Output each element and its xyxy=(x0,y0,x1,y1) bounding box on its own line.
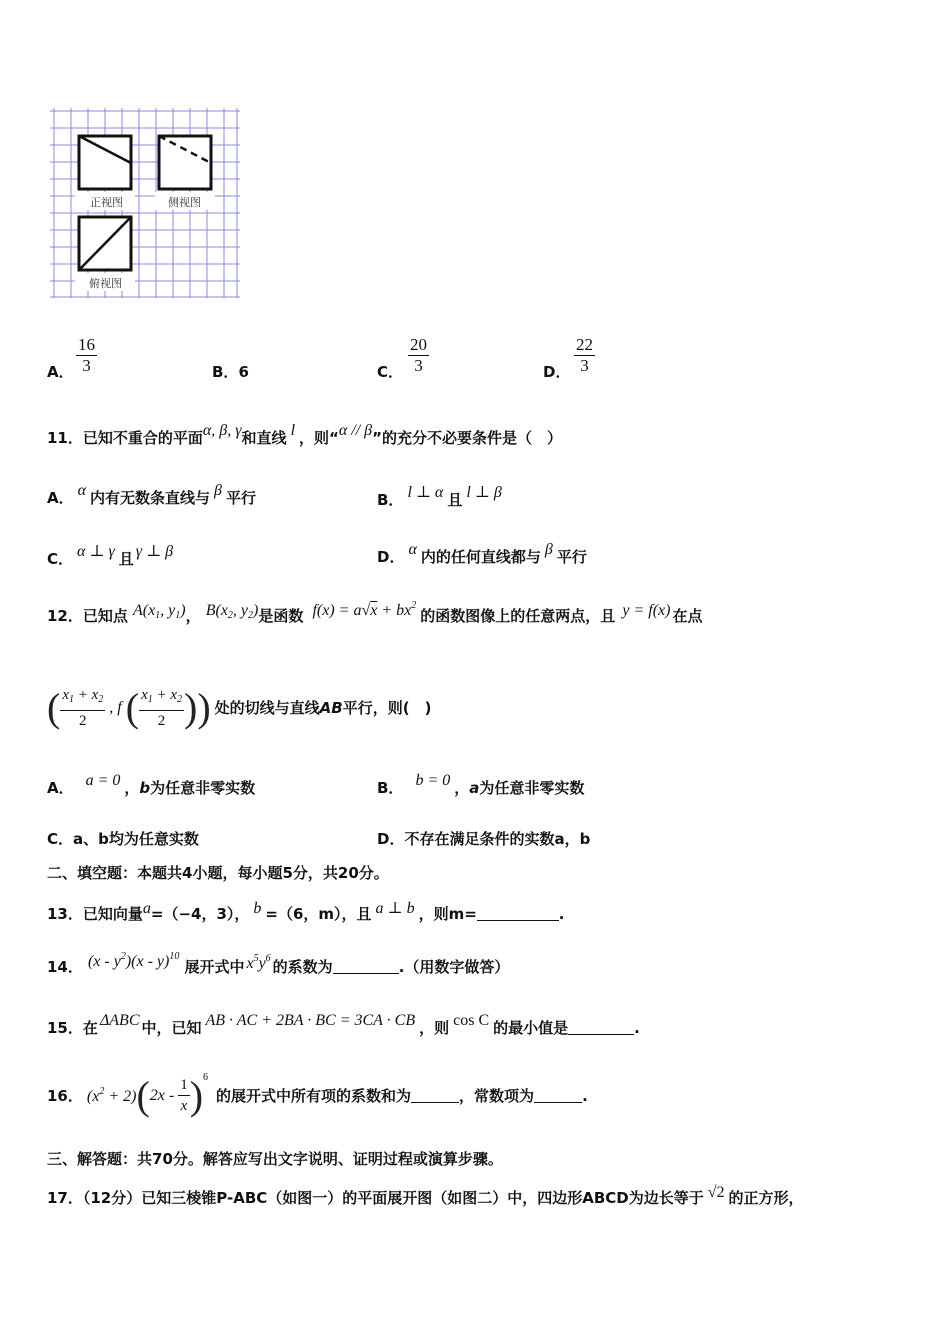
q10-option-b: B．6 xyxy=(212,363,249,381)
point-b: $B(x_2$, $y_2$) xyxy=(205,602,259,621)
q16-answer-blank-1[interactable] xyxy=(411,1088,459,1103)
q12-stem: 12．已知点 $A(x_1$, $y_1$)， $B(x_2$, $y_2$)是函数 $f(x) = a√x + bx^2$的函数图像上的任意两点，且 y = f(x) 在点 xyxy=(47,600,703,625)
q15: 15．在 ΔABC 中，已知 AB · AC + 2BA · BC = 3CA · CB ，则 cos C 的最小值是 . xyxy=(47,1012,640,1037)
q11-option-b: B． l ⊥ α 且 l ⊥ β xyxy=(377,484,502,509)
three-view-figure xyxy=(50,108,240,300)
q11-option-d: D． α 内的任何直线都与 β 平行 xyxy=(377,541,587,566)
q10-option-a-fraction: $\frac{16}{3}$ xyxy=(78,335,95,375)
q14-answer-blank[interactable] xyxy=(333,959,399,974)
q11-stem: 11．已知不重合的平面α, β, γ和直线 l ，则“α // β”的充分不必要条件是（ ） xyxy=(47,422,563,447)
q16-answer-blank-2[interactable] xyxy=(534,1088,582,1103)
q10-option-a-label: A． xyxy=(47,363,74,381)
q12-option-b: B． b = 0 ，a为任意非零实数 xyxy=(377,772,585,797)
side-view-label: 侧视图 xyxy=(168,196,201,209)
front-view-label: 正视图 xyxy=(90,196,123,209)
q13: 13．已知向量a=（−4，3）， b =（6，m），且 a ⊥ b ，则m= . xyxy=(47,900,565,923)
q12-option-d: D．不存在满足条件的实数a，b xyxy=(377,830,591,848)
q10-option-d-label: D． xyxy=(543,363,571,381)
q14-term: $x^5y^6$ xyxy=(246,953,271,972)
q17: 17．（12分）已知三棱锥P-ABC（如图一）的平面展开图（如图二）中，四边形ABCD为边长等于 √2 的正方形， xyxy=(47,1184,804,1207)
function-def: $f(x) = a√x + bx^2$ xyxy=(312,600,417,619)
q15-answer-blank[interactable] xyxy=(568,1020,634,1035)
point-a: $A(x_1$, $y_1$) xyxy=(132,602,186,621)
q12-option-a: A． a = 0 ，b为任意非零实数 xyxy=(47,772,256,797)
q12-midpoint-line: ( $\frac{x_1 + x_2}{2}$ , f ( $\frac{x_1 + x_2}{2}$ )) 处的切线与直线 AB 平行，则( ) xyxy=(47,685,432,730)
top-view-label: 俯视图 xyxy=(89,277,122,290)
y-equals-fx: y = f(x) xyxy=(622,602,671,619)
q14: 14． $(x - y^2)(x - y)^{10}$ 展开式中 $x^5y^6$ 的系数为 .（用数字做答） xyxy=(47,951,510,976)
q14-expression: $(x - y^2)(x - y)^{10}$ xyxy=(87,951,180,970)
q10-option-c-fraction: $\frac{20}{3}$ xyxy=(410,335,427,375)
q11-option-c: C． α ⊥ γ 且 γ ⊥ β xyxy=(47,543,174,568)
q13-answer-blank[interactable] xyxy=(477,906,559,921)
q16: 16． $(x^2 + 2)$ ( 2x - $\frac{1}{x}$ ) 6 的展开式中所有项的系数和为 ，常数项为 . xyxy=(47,1072,588,1118)
section-2-heading: 二、填空题：本题共4小题，每小题5分，共20分。 xyxy=(47,864,389,882)
q11-option-a: A． α 内有无数条直线与 β 平行 xyxy=(47,482,257,507)
section-3-heading: 三、解答题：共70分。解答应写出文字说明、证明过程或演算步骤。 xyxy=(47,1150,503,1168)
q10-option-c-label: C． xyxy=(377,363,404,381)
q12-option-c: C．a、b均为任意实数 xyxy=(47,830,199,848)
q16-expression: $(x^2 + 2)$ xyxy=(86,1085,137,1105)
q10-option-d-fraction: $\frac{22}{3}$ xyxy=(576,335,593,375)
